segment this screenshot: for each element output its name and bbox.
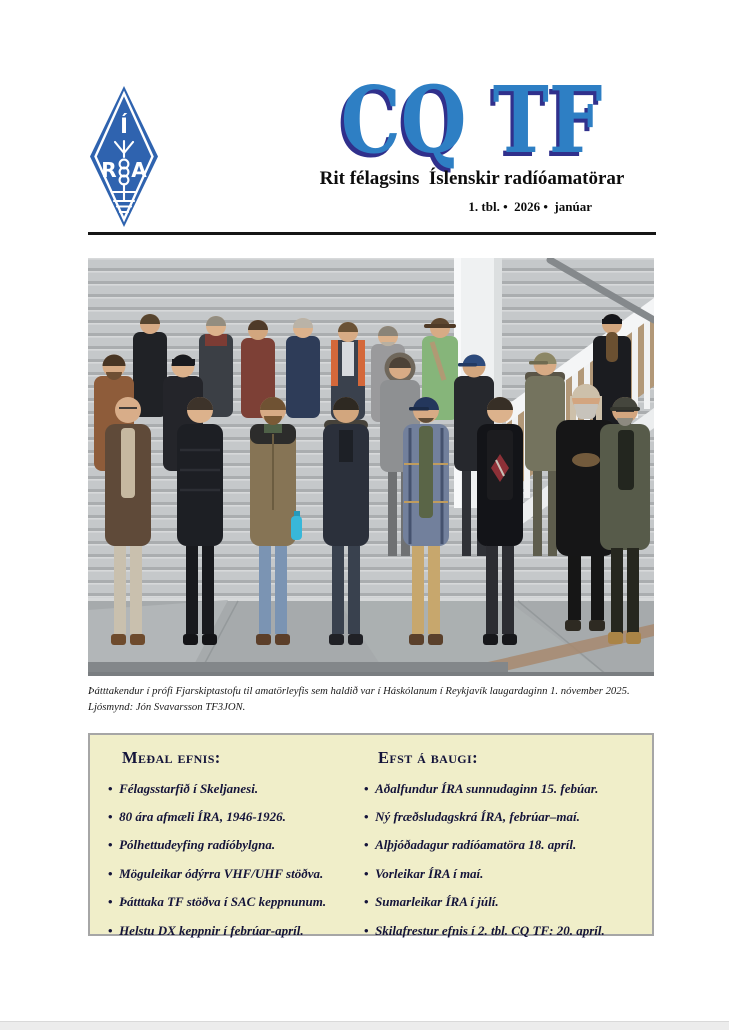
contents-list-right [364,782,644,939]
issue-line: 1. tbl. • 2026 • janúar [468,199,592,214]
contents-item: • Skilafrestur efnis í 2. tbl. CQ TF: 20. apríl. [364,924,644,939]
contents-item: • Pólhettudeyfing radíóbylgna. [108,838,356,853]
cover-photo [88,258,654,676]
contents-item: • 80 ára afmæli ÍRA, 1946-1926. [108,810,356,825]
contents-item: • Möguleikar ódýrra VHF/UHF stöðva. [108,867,356,882]
logo-letter-a: A [131,158,147,182]
contents-box [88,733,654,936]
logo-letter-r: R [101,158,117,182]
contents-item: • Alþjóðadagur radíóamatöra 18. apríl. [364,838,644,853]
contents-item: • Sumarleikar ÍRA í júlí. [364,895,644,910]
magazine-title: CQ TF [341,66,603,174]
logo-letter-i: Í [120,114,128,138]
contents-item: • Félagsstarfið í Skeljanesi. [108,782,356,797]
contents-item: • Vorleikar ÍRA í maí. [364,867,644,882]
contents-heading-left: Meðal efnis: [122,748,221,767]
contents-item: • Aðalfundur ÍRA sunnudaginn 15. febúar. [364,782,644,797]
contents-item: • Þátttaka TF stöðva í SAC keppnunum. [108,895,356,910]
masthead [88,66,656,232]
contents-column-right [356,748,644,938]
contents-item: • Helstu DX keppnir í febrúar-apríl. [108,924,356,939]
photo-caption-line1: Þátttakendur í prófi Fjarskiptastofu til amatörleyfis sem haldið var í Háskólanum í Reykjavík laugardaginn 1. nóvember 2025. [88,685,630,697]
photo-caption-line2: Ljósmynd: Jón Svavarsson TF3JON. [88,700,246,713]
viewer-bottom-edge [0,1021,729,1030]
contents-column-left [108,748,356,938]
group-photo-illustration [88,258,654,676]
ira-logo [88,85,160,228]
magazine-subtitle: Rit félagsins Íslenskir radíóamatörar [319,168,625,189]
masthead-divider [88,232,656,235]
contents-list-left [108,782,356,939]
contents-heading-right: Efst á baugi: [378,748,478,767]
contents-item: • Ný fræðsludagskrá ÍRA, febrúar–maí. [364,810,644,825]
photo-caption [88,684,664,715]
